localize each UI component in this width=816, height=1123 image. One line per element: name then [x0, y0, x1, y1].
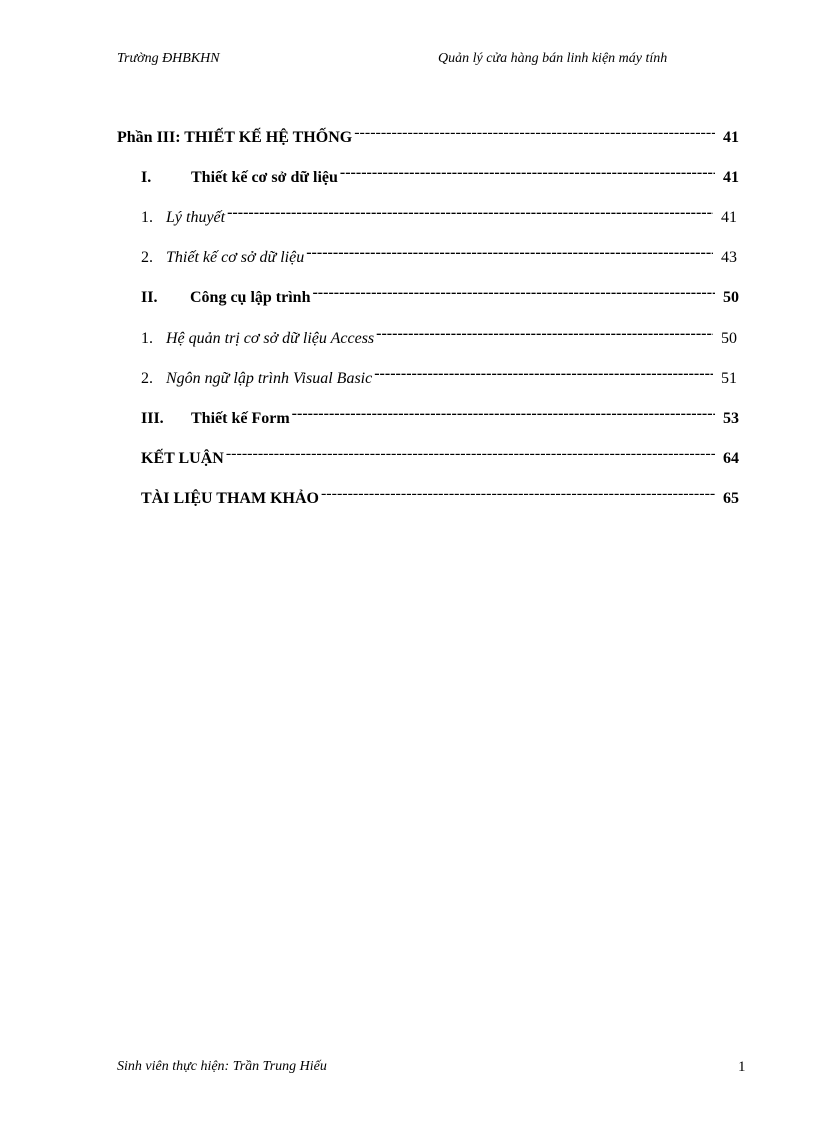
toc-entry-title: Phần III: THIẾT KẾ HỆ THỐNG: [117, 129, 353, 146]
toc-entry-page: 41: [723, 129, 739, 146]
toc-entry: [117, 126, 739, 148]
toc-leader: [227, 206, 713, 222]
toc-entry-number: I.: [141, 169, 152, 186]
footer-page-number: 1: [738, 1059, 746, 1075]
toc-entry-page: 41: [723, 169, 739, 186]
toc-entry-title: Công cụ lập trình: [190, 289, 311, 306]
toc-entry-title: KẾT LUẬN: [141, 450, 224, 467]
toc-entry-number: II.: [141, 289, 158, 306]
toc-entry-page: 53: [723, 410, 739, 427]
header-topic: Quản lý cửa hàng bán linh kiện máy tính: [438, 51, 668, 66]
toc-leader: [374, 367, 713, 383]
toc-entry-page: 41: [721, 209, 737, 226]
toc-entry-number: 2.: [141, 249, 153, 266]
toc-entry-number: III.: [141, 410, 164, 427]
toc-entry-number: 1.: [141, 209, 153, 226]
toc-leader: [321, 487, 715, 503]
toc-leader: [312, 286, 715, 302]
toc-entry-page: 64: [723, 450, 739, 467]
toc-entry: [141, 286, 739, 308]
toc-entry-title: Ngôn ngữ lập trình Visual Basic: [166, 370, 373, 387]
toc-entry-number: 1.: [141, 330, 153, 347]
toc-leader: [292, 407, 715, 423]
toc-entry-title: Thiết kế cơ sở dữ liệu: [166, 249, 305, 266]
toc-entry-number: 2.: [141, 370, 153, 387]
toc-entry-title: Thiết kế cơ sở dữ liệu: [191, 169, 338, 186]
toc-leader: [306, 246, 713, 262]
toc-entry-title: Thiết kế Form: [191, 410, 290, 427]
toc-leader: [376, 327, 713, 343]
toc-leader: [340, 166, 715, 182]
toc-entry-page: 50: [723, 289, 739, 306]
toc-entry-page: 50: [721, 330, 737, 347]
toc-leader: [226, 447, 715, 463]
toc-entry-title: Lý thuyết: [166, 209, 226, 226]
toc-entry: [141, 246, 737, 268]
toc-entry: [141, 487, 739, 509]
toc-entry: [141, 407, 739, 429]
toc-entry-page: 65: [723, 490, 739, 507]
toc-entry: [141, 166, 739, 188]
toc-entry-page: 43: [721, 249, 737, 266]
header-school: Trường ĐHBKHN: [117, 51, 220, 66]
toc-entry: [141, 447, 739, 469]
footer-author: Sinh viên thực hiện: Trần Trung Hiếu: [117, 1059, 327, 1074]
toc-entry-page: 51: [721, 370, 737, 387]
toc-entry-title: Hệ quản trị cơ sở dữ liệu Access: [166, 330, 375, 347]
toc-entry: [141, 367, 737, 389]
toc-entry: [141, 206, 737, 228]
toc-entry-title: TÀI LIỆU THAM KHẢO: [141, 490, 319, 507]
toc-entry: [141, 327, 737, 349]
toc-leader: [354, 126, 715, 142]
